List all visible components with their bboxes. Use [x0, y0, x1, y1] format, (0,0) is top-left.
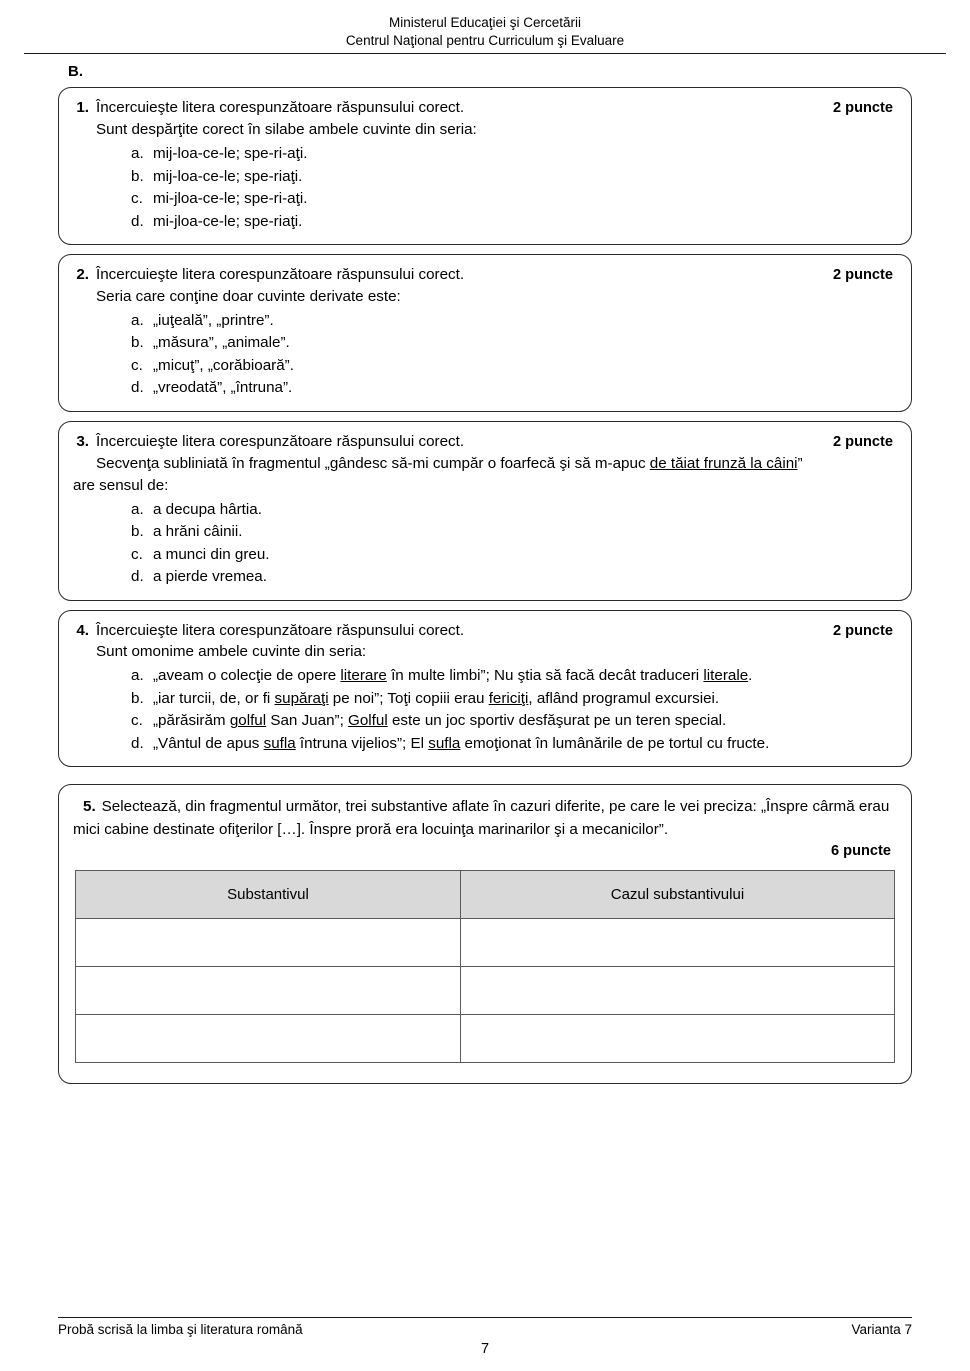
- choice-letter: c.: [131, 545, 143, 563]
- choice-seg-2: San Juan”;: [266, 712, 349, 730]
- question-box-1: [58, 87, 912, 245]
- question-3-points: 2 puncte: [832, 433, 893, 450]
- choice-seg-2: în multe limbi”; Nu ştia să facă decât traduceri: [386, 667, 704, 685]
- answer-cell-caz[interactable]: [460, 1014, 894, 1062]
- question-4-choices: [73, 665, 897, 755]
- choice-letter: d.: [131, 212, 144, 230]
- choice-underlined-2: literale: [703, 667, 749, 685]
- question-1-choices: [73, 143, 897, 233]
- question-3-underlined-fragment: de tăiat frunză la câini: [649, 454, 798, 472]
- question-5-number: 5.: [83, 798, 96, 816]
- choice-item[interactable]: [73, 377, 897, 400]
- question-2-subprompt: Seria care conţine doar cuvinte derivate este:: [96, 287, 401, 305]
- question-3-subprompt-tail: are sensul de:: [73, 476, 169, 494]
- choice-item[interactable]: [73, 355, 897, 378]
- choice-text: [153, 710, 897, 733]
- choice-item[interactable]: [73, 188, 897, 211]
- question-2-prompt: Încercuieşte litera corespunzătoare răspunsului corect.: [96, 266, 465, 284]
- question-3-fragment-after: ”: [797, 454, 803, 472]
- question-4-prompt: Încercuieşte litera corespunzătoare răspunsului corect.: [96, 621, 465, 639]
- question-3-header: [73, 431, 897, 453]
- choice-text: [153, 733, 897, 756]
- answer-cell-substantiv[interactable]: [76, 1014, 461, 1062]
- choice-text: „iuţeală”, „printre”.: [153, 311, 274, 329]
- table-header-row: [76, 870, 895, 918]
- choice-seg-1: „Vântul de apus: [153, 734, 264, 752]
- answer-cell-substantiv[interactable]: [76, 966, 461, 1014]
- choice-text: [153, 665, 897, 688]
- question-3-choices: [73, 499, 897, 589]
- choice-item[interactable]: [73, 166, 897, 189]
- question-5-points: 6 puncte: [830, 842, 891, 859]
- choice-letter: b.: [131, 167, 144, 185]
- question-4-number: 4.: [76, 621, 89, 639]
- question-3-subprompt: [73, 453, 897, 475]
- choice-letter: b.: [131, 689, 144, 707]
- choice-seg-1: „părăsirăm: [153, 712, 230, 730]
- choice-item[interactable]: [73, 710, 897, 733]
- choice-letter: d.: [131, 734, 144, 752]
- answer-cell-caz[interactable]: [460, 918, 894, 966]
- choice-seg-1: „aveam o colecţie de opere: [153, 667, 341, 685]
- column-header-cazul: Cazul substantivului: [460, 870, 894, 918]
- choice-underlined-1: literare: [340, 667, 387, 685]
- choice-seg-2: pe noi”; Toţi copiii erau: [328, 689, 489, 707]
- question-box-5: [58, 784, 912, 1083]
- choice-text: mij-loa-ce-le; spe-riaţi.: [153, 167, 303, 185]
- question-4-header: [73, 620, 897, 642]
- table-row: [76, 966, 895, 1014]
- question-1-prompt: Încercuieşte litera corespunzătoare răspunsului corect.: [96, 99, 465, 117]
- choice-letter: c.: [131, 356, 143, 374]
- question-2-header: [73, 264, 897, 286]
- question-5-statement: Selectează, din fragmentul următor, trei substantive aflate în cazuri diferite, pe care le vei preciza: „Înspre cârmă erau mici cabine destinate ofiţerilor […]. Înspre proră era locuinţa marinarilor şi a mecanicilor”.: [73, 798, 890, 838]
- question-1-points: 2 puncte: [832, 100, 893, 117]
- choice-text: [153, 688, 897, 711]
- header-ministry-line: Ministerul Educaţiei şi Cercetării: [388, 15, 582, 30]
- question-3-prompt: Încercuieşte litera corespunzătoare răspunsului corect.: [96, 432, 465, 450]
- choice-letter: a.: [131, 500, 144, 518]
- choice-text: a decupa hârtia.: [153, 500, 262, 518]
- choice-item[interactable]: [73, 332, 897, 355]
- choice-letter: d.: [131, 568, 144, 586]
- question-3-number: 3.: [76, 432, 89, 450]
- question-1-header: [73, 97, 897, 119]
- choice-text: a hrăni câinii.: [153, 523, 243, 541]
- question-box-4: [58, 610, 912, 768]
- question-4-points: 2 puncte: [832, 622, 893, 639]
- choice-text: mij-loa-ce-le; spe-ri-aţi.: [153, 145, 308, 163]
- question-4-subprompt: Sunt omonime ambele cuvinte din seria:: [96, 643, 367, 661]
- choice-letter: a.: [131, 667, 144, 685]
- footer-page-number: 7: [480, 1341, 490, 1357]
- choice-item[interactable]: [73, 521, 897, 544]
- choice-item[interactable]: [73, 143, 897, 166]
- choice-text: a pierde vremea.: [153, 568, 267, 586]
- footer-exam-title: Probă scrisă la limba şi literatura română: [58, 1322, 303, 1337]
- choice-letter: c.: [131, 712, 143, 730]
- choice-letter: a.: [131, 311, 144, 329]
- choice-underlined-2: sufla: [428, 734, 461, 752]
- choice-underlined-2: Golful: [348, 712, 388, 730]
- answer-cell-caz[interactable]: [460, 966, 894, 1014]
- choice-text: „micuţ”, „corăbioară”.: [153, 356, 294, 374]
- answer-cell-substantiv[interactable]: [76, 918, 461, 966]
- choice-letter: b.: [131, 523, 144, 541]
- choice-seg-1: „iar turcii, de, or fi: [153, 689, 275, 707]
- choice-letter: c.: [131, 190, 143, 208]
- choice-letter: d.: [131, 379, 144, 397]
- question-2-choices: [73, 310, 897, 400]
- choice-seg-3: .: [748, 667, 753, 685]
- choice-item[interactable]: [73, 733, 897, 756]
- question-box-2: [58, 254, 912, 412]
- footer-variant: Varianta 7: [851, 1322, 912, 1337]
- question-2-number: 2.: [76, 266, 89, 284]
- choice-text: mi-jloa-ce-le; spe-ri-aţi.: [153, 190, 308, 208]
- choice-letter: a.: [131, 145, 144, 163]
- section-label-b: B.: [68, 63, 83, 81]
- choice-text: a munci din greu.: [153, 545, 270, 563]
- choice-underlined-2: fericiţi: [488, 689, 529, 707]
- question-box-3: [58, 421, 912, 601]
- choice-item[interactable]: [73, 310, 897, 333]
- table-row: [76, 918, 895, 966]
- question-3-fragment-before: Secvenţa subliniată în fragmentul „gândesc să-mi cumpăr o foarfecă şi să m-apuc: [96, 454, 650, 472]
- question-1-number: 1.: [76, 99, 89, 117]
- question-2-points: 2 puncte: [832, 267, 893, 284]
- header-center-line: Centrul Naţional pentru Curriculum şi Evaluare: [345, 33, 625, 49]
- choice-seg-3: , aflând programul excursiei.: [528, 689, 720, 707]
- header-divider: [24, 53, 946, 54]
- footer-divider: [58, 1317, 912, 1318]
- choice-item[interactable]: [73, 688, 897, 711]
- question-1-subprompt: Sunt despărţite corect în silabe ambele cuvinte din seria:: [96, 121, 477, 139]
- choice-item[interactable]: [73, 211, 897, 234]
- choice-item[interactable]: [73, 499, 897, 522]
- choice-text: mi-jloa-ce-le; spe-riaţi.: [153, 212, 303, 230]
- table-row: [76, 1014, 895, 1062]
- cases-table: [75, 870, 895, 1063]
- choice-text: „măsura”, „animale”.: [153, 334, 290, 352]
- choice-underlined-1: supăraţi: [274, 689, 329, 707]
- choice-text: „vreodată”, „întruna”.: [153, 379, 293, 397]
- choice-item[interactable]: [73, 566, 897, 589]
- choice-item[interactable]: [73, 665, 897, 688]
- document-footer: [0, 1317, 970, 1357]
- choice-letter: b.: [131, 334, 144, 352]
- document-header: [0, 0, 970, 50]
- choice-seg-3: este un joc sportiv desfăşurat pe un teren special.: [387, 712, 727, 730]
- column-header-substantivul: Substantivul: [76, 870, 461, 918]
- choice-seg-2: întruna vijelios”; El: [295, 734, 429, 752]
- choice-underlined-1: sufla: [263, 734, 296, 752]
- choice-item[interactable]: [73, 544, 897, 567]
- choice-seg-3: emoţionat în lumânările de pe tortul cu fructe.: [460, 734, 770, 752]
- question-5-text: [73, 796, 897, 840]
- choice-underlined-1: golful: [229, 712, 267, 730]
